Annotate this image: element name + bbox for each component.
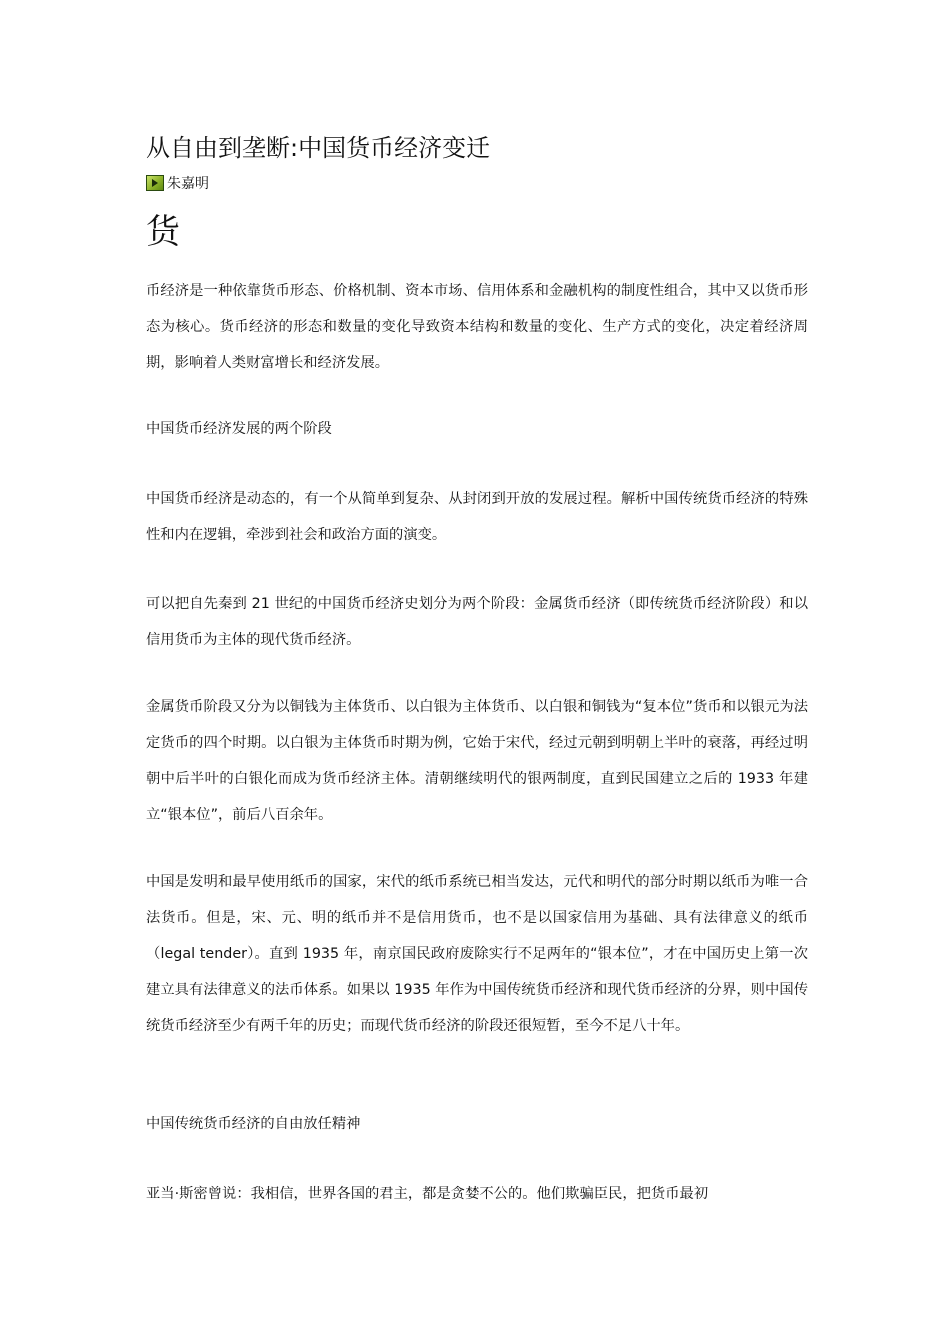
author-name: 朱嘉明 [167,176,209,192]
article-title: 从自由到垄断:中国货币经济变迁 [146,134,491,163]
paragraph-periodization: 可以把自先秦到 21 世纪的中国货币经济史划分为两个阶段：金属货币经济（即传统货币经济阶段）和以信用货币为主体的现代货币经济。 [146,596,808,648]
paragraph-adam-smith: 亚当·斯密曾说：我相信，世界各国的君主，都是贪婪不公的。他们欺骗臣民，把货币最初 [146,1186,709,1202]
arrow-bullet-icon [146,175,164,191]
author-line [146,172,209,194]
section-heading-laissez-faire: 中国传统货币经济的自由放任精神 [146,1116,361,1132]
paragraph-intro: 币经济是一种依靠货币形态、价格机制、资本市场、信用体系和金融机构的制度性组合，其中又以货币形态为核心。货币经济的形态和数量的变化导致资本结构和数量的变化、生产方式的变化，决定着经济周期，影响着人类财富增长和经济发展。 [146,283,808,371]
paragraph-dynamic: 中国货币经济是动态的，有一个从简单到复杂、从封闭到开放的发展过程。解析中国传统货币经济的特殊性和内在逻辑，牵涉到社会和政治方面的演变。 [146,491,808,543]
paragraph-metal-currency: 金属货币阶段又分为以铜钱为主体货币、以白银为主体货币、以白银和铜钱为“复本位”货币和以银元为法定货币的四个时期。以白银为主体货币时期为例，它始于宋代，经过元朝到明朝上半叶的衰落，再经过明朝中后半叶的白银化而成为货币经济主体。清朝继续明代的银两制度，直到民国建立之后的 1933 年建立“银本位”，前后八百余年。 [146,699,808,823]
section-heading-two-stages: 中国货币经济发展的两个阶段 [146,421,332,437]
paragraph-paper-currency: 中国是发明和最早使用纸币的国家，宋代的纸币系统已相当发达，元代和明代的部分时期以纸币为唯一合法货币。但是，宋、元、明的纸币并不是信用货币，也不是以国家信用为基础、具有法律意义的纸币（legal tender）。直到 1935 年，南京国民政府废除实行不足两年的“银本位”，才在中国历史上第一次建立具有法律意义的法币体系。如果以 1935 年作为中国传统货币经济和现代货币经济的分界，则中国传统货币经济至少有两千年的历史；而现代货币经济的阶段还很短暂，至今不足八十年。 [146,874,808,1034]
drop-cap: 货 [146,212,180,252]
